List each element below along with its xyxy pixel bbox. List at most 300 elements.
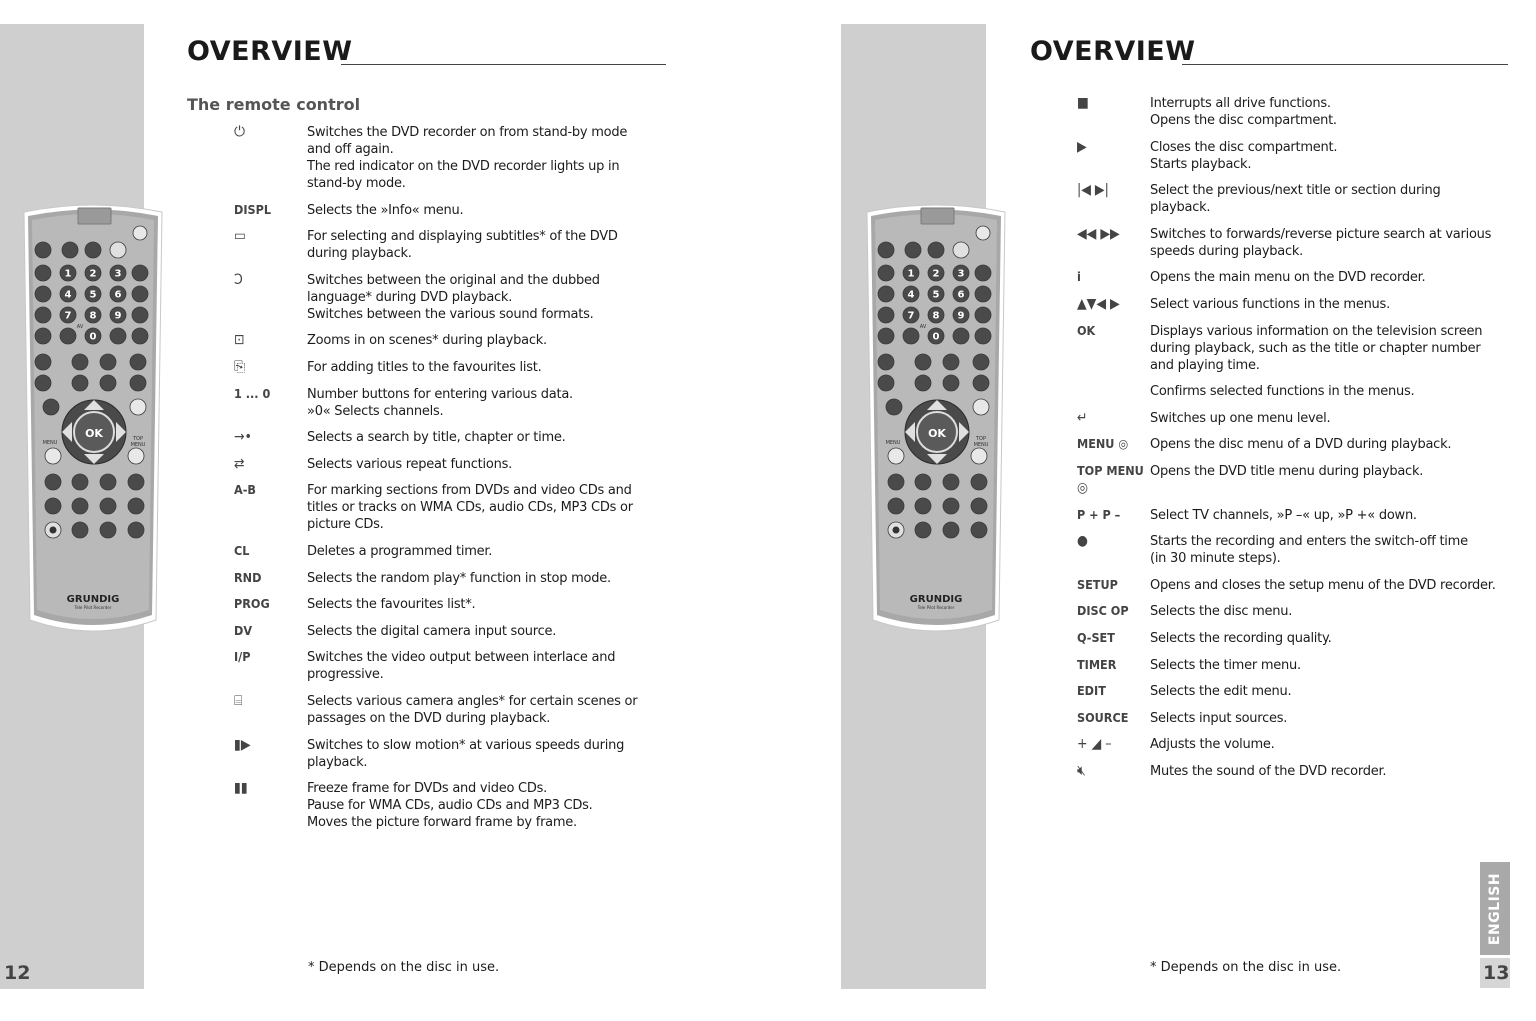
function-button xyxy=(128,474,144,490)
keypad-button xyxy=(35,328,51,344)
function-button xyxy=(971,474,987,490)
keypad-button-label: 2 xyxy=(932,268,940,280)
menu-button xyxy=(45,448,61,464)
keypad-button xyxy=(975,328,991,344)
description-line: Selects the favourites list*. xyxy=(307,597,476,613)
keypad-button xyxy=(953,328,969,344)
left-page-title: OVERVIEW xyxy=(187,36,353,67)
description-line: Confirms selected functions in the menus. xyxy=(1150,384,1415,400)
function-row xyxy=(1077,436,1497,453)
keypad-button xyxy=(60,328,76,344)
function-description xyxy=(1150,533,1497,567)
function-description xyxy=(307,359,654,376)
top-menu-label-1: TOP xyxy=(132,436,144,442)
button-symbol-icon: ◀◀ ▶▶ xyxy=(1077,225,1120,242)
function-description xyxy=(1150,436,1497,453)
description-line: Selects various camera angles* for certain scenes or xyxy=(307,694,638,709)
button-symbol-icon: ▶ xyxy=(1077,138,1087,155)
button-symbol-icon: →• xyxy=(234,429,252,446)
menu-button xyxy=(888,448,904,464)
function-row xyxy=(1077,657,1497,674)
button-label: SOURCE xyxy=(1077,709,1129,725)
keypad-button-label: 2 xyxy=(89,268,97,280)
keypad-button-label: 5 xyxy=(932,289,940,301)
keypad-button xyxy=(132,328,148,344)
function-button xyxy=(128,522,144,538)
page-number-left: 12 xyxy=(4,962,31,984)
function-description xyxy=(1150,410,1497,427)
function-description xyxy=(1150,383,1497,400)
function-button xyxy=(915,522,931,538)
keypad-button xyxy=(85,242,101,258)
function-row xyxy=(1077,577,1497,594)
power-button xyxy=(976,226,990,240)
button-symbol-icon: |◀ ▶| xyxy=(1077,182,1109,199)
description-line: Opens and closes the setup menu of the DVD recorder. xyxy=(1150,577,1496,593)
description-line: Selects the random play* function in stop mode. xyxy=(307,570,611,586)
button-label: 1 ... 0 xyxy=(234,385,271,401)
function-description xyxy=(1150,683,1497,700)
function-row xyxy=(234,623,654,640)
button-symbol-icon: ⎘ xyxy=(234,359,246,375)
keypad-button-label: 4 xyxy=(64,289,72,301)
function-description xyxy=(1150,657,1497,674)
keypad-button xyxy=(132,307,148,323)
function-description xyxy=(307,570,654,587)
function-row xyxy=(1077,323,1497,374)
transport-button xyxy=(973,354,989,370)
keypad-button-label: 5 xyxy=(89,289,97,301)
remote-brand-logo: GRUNDIG xyxy=(909,594,963,605)
description-line: Selects the recording quality. xyxy=(1150,631,1332,646)
description-line: during playback. xyxy=(307,246,412,262)
keypad-button xyxy=(878,286,894,302)
function-row xyxy=(234,228,654,262)
function-description xyxy=(1150,763,1497,780)
keypad-button xyxy=(132,265,148,281)
button-symbol-icon: ▮▮ xyxy=(234,780,248,797)
description-line: Displays various information on the television screen xyxy=(1150,323,1483,339)
description-line: passages on the DVD during playback. xyxy=(307,711,551,726)
function-description xyxy=(1150,182,1497,216)
function-row xyxy=(234,570,654,587)
transport-button xyxy=(35,354,51,370)
transport-button xyxy=(130,375,146,391)
keypad-button xyxy=(878,328,894,344)
function-button xyxy=(888,498,904,514)
av-label: AV xyxy=(919,324,927,330)
transport-button xyxy=(72,354,88,370)
left-title-rule xyxy=(341,64,666,65)
description-line: Zooms in on scenes* during playback. xyxy=(307,333,547,349)
language-tab-label-wrap xyxy=(1480,862,1510,955)
description-line: Opens the disc compartment. xyxy=(1150,113,1337,128)
button-symbol-icon: + ◢ – xyxy=(1077,736,1112,753)
function-row xyxy=(234,596,654,613)
description-line: Opens the disc menu of a DVD during playback. xyxy=(1150,437,1452,453)
function-description xyxy=(307,543,654,560)
function-row xyxy=(1077,710,1497,727)
keypad-button-label: 8 xyxy=(932,310,940,322)
keypad-button-label: 9 xyxy=(114,310,122,322)
remote-control-illustration-right xyxy=(861,200,1011,640)
keypad-button-label: 3 xyxy=(957,268,965,280)
button-label: MENU ◎ xyxy=(1077,436,1129,452)
description-line: Switches to slow motion* at various speeds during xyxy=(307,737,625,753)
remote-brand-logo: GRUNDIG xyxy=(66,594,120,605)
menu-label: MENU xyxy=(42,440,58,446)
function-row xyxy=(234,456,654,473)
keypad-button xyxy=(903,328,919,344)
button-symbol-icon: ▮▶ xyxy=(234,736,251,753)
function-description xyxy=(1150,630,1497,647)
function-description xyxy=(307,228,654,262)
function-row xyxy=(1077,763,1497,780)
function-row xyxy=(1077,226,1497,260)
function-row xyxy=(1077,296,1497,313)
description-line: Select TV channels, »P –« up, »P +« down. xyxy=(1150,507,1417,523)
function-row xyxy=(1077,630,1497,647)
language-tab-label: ENGLISH xyxy=(1487,872,1504,945)
keypad-button-label: 8 xyxy=(89,310,97,322)
menu-label: MENU xyxy=(885,440,901,446)
function-row xyxy=(1077,736,1497,753)
power-button xyxy=(133,226,147,240)
button-symbol-icon: ⊡ xyxy=(234,332,245,349)
transport-button xyxy=(973,375,989,391)
keypad-button-label: 7 xyxy=(907,310,915,322)
function-row xyxy=(1077,507,1497,524)
keypad-button xyxy=(975,307,991,323)
keypad-button xyxy=(35,265,51,281)
keypad-button xyxy=(110,328,126,344)
function-description xyxy=(307,429,654,446)
page-number-right: 13 xyxy=(1483,962,1510,984)
footnote-left: * Depends on the disc in use. xyxy=(308,960,500,975)
description-line: Opens the main menu on the DVD recorder. xyxy=(1150,270,1426,286)
function-button xyxy=(971,522,987,538)
function-description xyxy=(1150,269,1497,286)
return-button xyxy=(130,399,146,415)
info-button xyxy=(43,399,59,415)
function-row xyxy=(1077,139,1497,173)
keypad-button-label: 0 xyxy=(89,331,97,343)
function-description xyxy=(1150,95,1497,129)
ok-button-label: OK xyxy=(928,427,946,440)
button-symbol-icon: ⇄ xyxy=(234,455,245,472)
keypad-button-label: 1 xyxy=(64,268,72,280)
function-row xyxy=(234,202,654,219)
function-description xyxy=(1150,736,1497,753)
description-line: Number buttons for entering various data. xyxy=(307,386,573,402)
function-button xyxy=(45,498,61,514)
function-row xyxy=(234,737,654,771)
transport-button xyxy=(100,354,116,370)
function-row xyxy=(234,272,654,323)
top-menu-button xyxy=(971,448,987,464)
function-description xyxy=(307,456,654,473)
function-button xyxy=(888,474,904,490)
function-description xyxy=(1150,603,1497,620)
ir-window xyxy=(921,208,954,224)
function-description xyxy=(307,332,654,349)
function-row xyxy=(1077,463,1497,496)
keypad-button xyxy=(878,307,894,323)
button-label: SETUP xyxy=(1077,576,1118,592)
function-button xyxy=(72,498,88,514)
function-row xyxy=(234,482,654,533)
description-line: Switches to forwards/reverse picture search at various xyxy=(1150,226,1492,242)
function-description xyxy=(1150,507,1497,524)
top-menu-label-2: MENU xyxy=(130,442,146,448)
description-line: picture CDs. xyxy=(307,517,384,533)
transport-button xyxy=(915,354,931,370)
top-menu-label-1: TOP xyxy=(975,436,987,442)
description-line: For marking sections from DVDs and video CDs and xyxy=(307,483,632,499)
function-description xyxy=(307,596,654,613)
return-button xyxy=(973,399,989,415)
record-dot xyxy=(50,527,57,534)
keypad-button-label: 7 xyxy=(64,310,72,322)
function-description xyxy=(1150,323,1497,374)
keypad-button xyxy=(905,242,921,258)
function-row xyxy=(234,386,654,420)
button-label: EDIT xyxy=(1077,683,1106,699)
description-line: For selecting and displaying subtitles* of the DVD xyxy=(307,229,618,245)
description-line: and off again. xyxy=(307,142,394,157)
button-label: CL xyxy=(234,543,250,558)
button-label: PROG xyxy=(234,596,270,612)
description-line: »0« Selects channels. xyxy=(307,403,444,419)
remote-model-label: Tele Pilot Recorder xyxy=(74,605,112,610)
button-label: TOP MENU xyxy=(1077,463,1144,478)
description-line: during playback, such as the title or chapter number xyxy=(1150,340,1481,356)
function-button xyxy=(72,474,88,490)
function-row xyxy=(1077,683,1497,700)
keypad-button xyxy=(132,286,148,302)
keypad-button xyxy=(878,265,894,281)
button-symbol-icon: ↵ xyxy=(1077,409,1088,426)
button-symbol-icon: ▭ xyxy=(234,228,246,245)
transport-button xyxy=(943,375,959,391)
keypad-button xyxy=(878,242,894,258)
keypad-button xyxy=(928,242,944,258)
button-label: I/P xyxy=(234,649,251,665)
transport-button xyxy=(35,375,51,391)
function-row xyxy=(1077,182,1497,216)
transport-button xyxy=(72,375,88,391)
description-line: The red indicator on the DVD recorder lights up in xyxy=(307,159,620,174)
description-line: Selects various repeat functions. xyxy=(307,456,512,472)
function-row xyxy=(234,543,654,560)
function-description xyxy=(1150,710,1497,727)
description-line: and playing time. xyxy=(1150,357,1260,373)
button-symbol-icon: ⏻ xyxy=(234,124,246,140)
description-line: Switches the video output between interlace and xyxy=(307,650,616,666)
description-line: speeds during playback. xyxy=(1150,243,1304,259)
description-line: Starts playback. xyxy=(1150,156,1252,172)
keypad-button xyxy=(62,242,78,258)
description-line: Opens the DVD title menu during playback. xyxy=(1150,464,1424,479)
function-row xyxy=(234,359,654,376)
button-label: i xyxy=(1077,269,1081,285)
description-line: Switches between the various sound formats. xyxy=(307,306,594,322)
function-button xyxy=(915,498,931,514)
description-line: Switches between the original and the dubbed xyxy=(307,272,600,288)
function-button xyxy=(100,522,116,538)
function-button xyxy=(915,474,931,490)
description-line: Selects the digital camera input source. xyxy=(307,623,557,639)
description-line: Switches up one menu level. xyxy=(1150,410,1331,426)
description-line: Adjusts the volume. xyxy=(1150,737,1275,753)
transport-button xyxy=(878,354,894,370)
section-subtitle: The remote control xyxy=(187,95,361,114)
top-menu-button xyxy=(128,448,144,464)
description-line: language* during DVD playback. xyxy=(307,289,513,305)
record-dot xyxy=(893,527,900,534)
transport-button xyxy=(130,354,146,370)
function-description xyxy=(1150,296,1497,313)
description-line: Switches the DVD recorder on from stand-by mode xyxy=(307,125,628,140)
function-button xyxy=(943,522,959,538)
function-description xyxy=(1150,577,1497,594)
keypad-button xyxy=(975,265,991,281)
function-description xyxy=(307,623,654,640)
function-description xyxy=(307,386,654,420)
function-description xyxy=(307,737,654,771)
function-description xyxy=(307,202,654,219)
right-page-title: OVERVIEW xyxy=(1030,36,1196,67)
keypad-button-label: 6 xyxy=(114,289,122,301)
transport-button xyxy=(915,375,931,391)
description-line: Deletes a programmed timer. xyxy=(307,544,493,559)
button-symbol-icon: ◎ xyxy=(1077,480,1088,496)
remote-model-label: Tele Pilot Recorder xyxy=(917,605,955,610)
description-line: Pause for WMA CDs, audio CDs and MP3 CDs. xyxy=(307,798,593,814)
description-line: Starts the recording and enters the switch-off time xyxy=(1150,534,1468,550)
function-row xyxy=(1077,383,1497,400)
description-line: playback. xyxy=(307,754,368,770)
function-row xyxy=(234,649,654,683)
button-label: DISC OP xyxy=(1077,603,1129,619)
function-button xyxy=(100,474,116,490)
description-line: Select the previous/next title or section during xyxy=(1150,183,1441,199)
av-label: AV xyxy=(76,324,84,330)
description-line: Freeze frame for DVDs and video CDs. xyxy=(307,781,548,797)
description-line: Interrupts all drive functions. xyxy=(1150,96,1331,111)
button-label: DV xyxy=(234,622,253,638)
info-button xyxy=(886,399,902,415)
function-button xyxy=(943,474,959,490)
function-row xyxy=(234,780,654,831)
button-label: Q-SET xyxy=(1077,630,1115,645)
keypad-button xyxy=(110,242,126,258)
keypad-button xyxy=(35,307,51,323)
function-button xyxy=(45,474,61,490)
function-row xyxy=(1077,533,1497,567)
button-symbol-icon: ● xyxy=(1077,533,1088,550)
keypad-button xyxy=(975,286,991,302)
button-label: TIMER xyxy=(1077,656,1117,672)
button-symbol-icon: ■ xyxy=(1077,95,1089,111)
description-line: (in 30 minute steps). xyxy=(1150,551,1281,567)
top-menu-label-2: MENU xyxy=(973,442,989,448)
button-symbol-icon: ⌸ xyxy=(234,693,243,709)
button-label: A-B xyxy=(234,482,256,498)
right-title-rule xyxy=(1182,64,1508,65)
footnote-right: * Depends on the disc in use. xyxy=(1150,960,1342,975)
keypad-button-label: 3 xyxy=(114,268,122,280)
function-button xyxy=(128,498,144,514)
description-line: Selects the disc menu. xyxy=(1150,604,1293,620)
description-line: stand-by mode. xyxy=(307,176,406,191)
keypad-button-label: 6 xyxy=(957,289,965,301)
keypad-button xyxy=(953,242,969,258)
function-row xyxy=(1077,410,1497,427)
button-label: P + P – xyxy=(1077,506,1121,522)
keypad-button xyxy=(35,242,51,258)
function-row xyxy=(234,429,654,446)
button-symbol-icon: Ↄ xyxy=(234,271,243,288)
transport-button xyxy=(100,375,116,391)
function-description xyxy=(307,649,654,683)
description-line: Selects input sources. xyxy=(1150,710,1288,726)
description-line: Selects the timer menu. xyxy=(1150,657,1301,673)
description-line: Mutes the sound of the DVD recorder. xyxy=(1150,764,1387,779)
function-row xyxy=(234,332,654,349)
button-symbol-icon: 🔇︎ xyxy=(1077,763,1086,779)
keypad-button-label: 9 xyxy=(957,310,965,322)
description-line: progressive. xyxy=(307,667,384,683)
description-line: Moves the picture forward frame by frame. xyxy=(307,815,577,831)
function-button xyxy=(943,498,959,514)
function-row xyxy=(234,124,654,192)
function-description xyxy=(1150,463,1497,480)
function-row xyxy=(1077,269,1497,286)
ir-window xyxy=(78,208,111,224)
button-symbol-icon: ▲▼◀ ▶ xyxy=(1077,296,1120,312)
description-line: playback. xyxy=(1150,200,1211,216)
keypad-button xyxy=(35,286,51,302)
function-description xyxy=(307,780,654,831)
function-description xyxy=(1150,139,1497,173)
button-label: OK xyxy=(1077,322,1096,338)
function-description xyxy=(307,482,654,533)
function-button xyxy=(971,498,987,514)
description-line: titles or tracks on WMA CDs, audio CDs, MP3 CDs or xyxy=(307,500,633,516)
function-description xyxy=(307,272,654,323)
description-line: Select various functions in the menus. xyxy=(1150,297,1390,312)
button-label: DISPL xyxy=(234,201,272,217)
function-row xyxy=(1077,603,1497,620)
remote-control-illustration-left xyxy=(18,200,168,640)
description-line: Selects the edit menu. xyxy=(1150,684,1292,700)
function-description xyxy=(1150,226,1497,260)
function-description xyxy=(307,124,654,192)
keypad-button-label: 4 xyxy=(907,289,915,301)
transport-button xyxy=(943,354,959,370)
function-description xyxy=(307,693,654,727)
transport-button xyxy=(878,375,894,391)
description-line: For adding titles to the favourites list. xyxy=(307,360,542,375)
keypad-button-label: 0 xyxy=(932,331,940,343)
function-row xyxy=(1077,95,1497,129)
keypad-button-label: 1 xyxy=(907,268,915,280)
function-button xyxy=(72,522,88,538)
function-row xyxy=(234,693,654,727)
ok-button-label: OK xyxy=(85,427,103,440)
button-label: RND xyxy=(234,569,262,585)
